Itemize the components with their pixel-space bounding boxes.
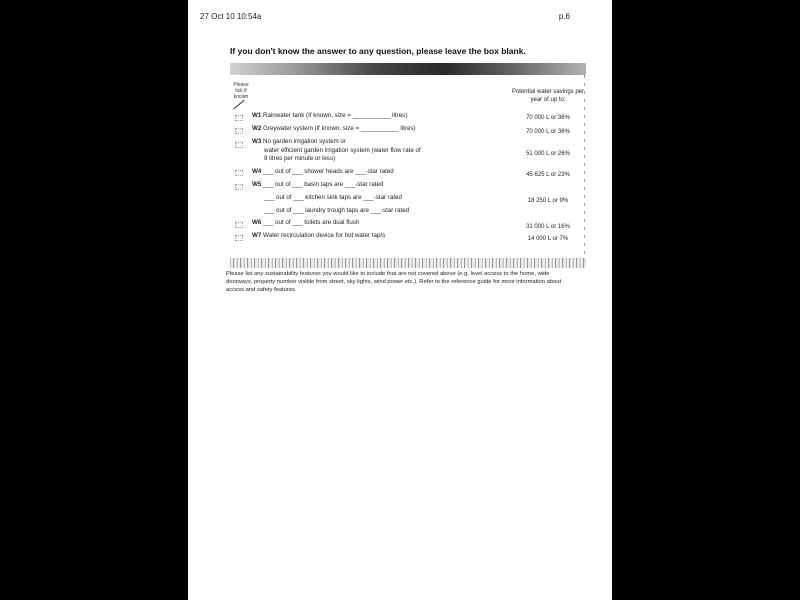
tick-box-w5[interactable] [235, 184, 243, 190]
row-text: Greywater system (if known, size = ___________ litres) [263, 125, 416, 132]
row-text: ___ out of ___ basin taps are ___-star rated [263, 181, 384, 188]
row-w5 [252, 181, 383, 188]
row-id: W4 [252, 168, 262, 175]
tick-mark [233, 100, 244, 110]
saving-w4: 45 625 L or 23% [526, 172, 570, 178]
row-text: ___ out of ___ shower heads are ___-star rated [263, 168, 394, 175]
row-text: ___ out of ___ toilets are dual flush [263, 219, 360, 226]
tick-box-w1[interactable] [235, 115, 243, 121]
saving-w7: 14 000 L or 7% [527, 236, 569, 242]
row-w2 [252, 125, 416, 132]
fax-date: 27 Oct 10 10:54a [200, 12, 262, 21]
document-page [188, 0, 612, 600]
row-id: W1 [252, 112, 262, 119]
row-id: W2 [252, 125, 262, 132]
row-w5-line3: ___ out of ___ laundry trough taps are ___-star rated [264, 207, 410, 214]
instruction-heading: If you don't know the answer to any question, please leave the box blank. [230, 46, 526, 56]
saving-w5: 18 250 L or 9% [527, 198, 569, 204]
tick-box-w2[interactable] [235, 128, 243, 134]
row-id: W5 [252, 181, 262, 188]
tick-column-label: Please tick if known [233, 82, 249, 100]
row-w4 [252, 168, 394, 175]
row-w3-line3: 9 litres per minute or less) [264, 155, 336, 162]
row-id: W7 [252, 232, 262, 239]
row-id: W3 [252, 138, 262, 145]
savings-column-header: Potential water savings per year of up to: [511, 89, 585, 103]
sustainability-instructions: Please list any sustainability features you would like to include that are not covered above (e.g. level access to the home, wide doorways, property number visible from street, sky lights, wind power etc.). Refer to the reference guide for more information about access and safety features. [226, 271, 562, 293]
saving-w1: 70 000 L or 36% [526, 115, 570, 121]
saving-w6: 31 000 L or 16% [526, 224, 570, 230]
saving-w3: 51 000 L or 26% [526, 151, 570, 157]
row-w6 [252, 219, 359, 226]
tick-box-w3[interactable] [235, 142, 243, 148]
saving-w2: 70 000 L or 36% [526, 129, 570, 135]
row-id: W6 [252, 219, 262, 226]
row-text: Rainwater tank (If known, size = ___________ litres) [263, 112, 408, 119]
row-text: No garden irrigation system or [263, 138, 346, 145]
row-w5-line2: ___ out of ___ kitchen sink taps are ___-star rated [264, 194, 402, 201]
tick-box-w4[interactable] [235, 170, 243, 176]
scan-noise-band-bottom [230, 258, 586, 268]
scan-noise-band-top [230, 63, 586, 75]
fax-page-number: p.6 [558, 12, 570, 21]
row-w7 [252, 232, 385, 239]
tick-box-w6[interactable] [235, 222, 243, 228]
row-w1 [252, 112, 407, 119]
row-w3-line2: water efficient garden irrigation system (water flow rate of [264, 147, 421, 154]
row-w3 [252, 138, 346, 145]
row-text: Water recirculation device for hot water tap/s [263, 232, 386, 239]
tick-box-w7[interactable] [235, 235, 243, 241]
